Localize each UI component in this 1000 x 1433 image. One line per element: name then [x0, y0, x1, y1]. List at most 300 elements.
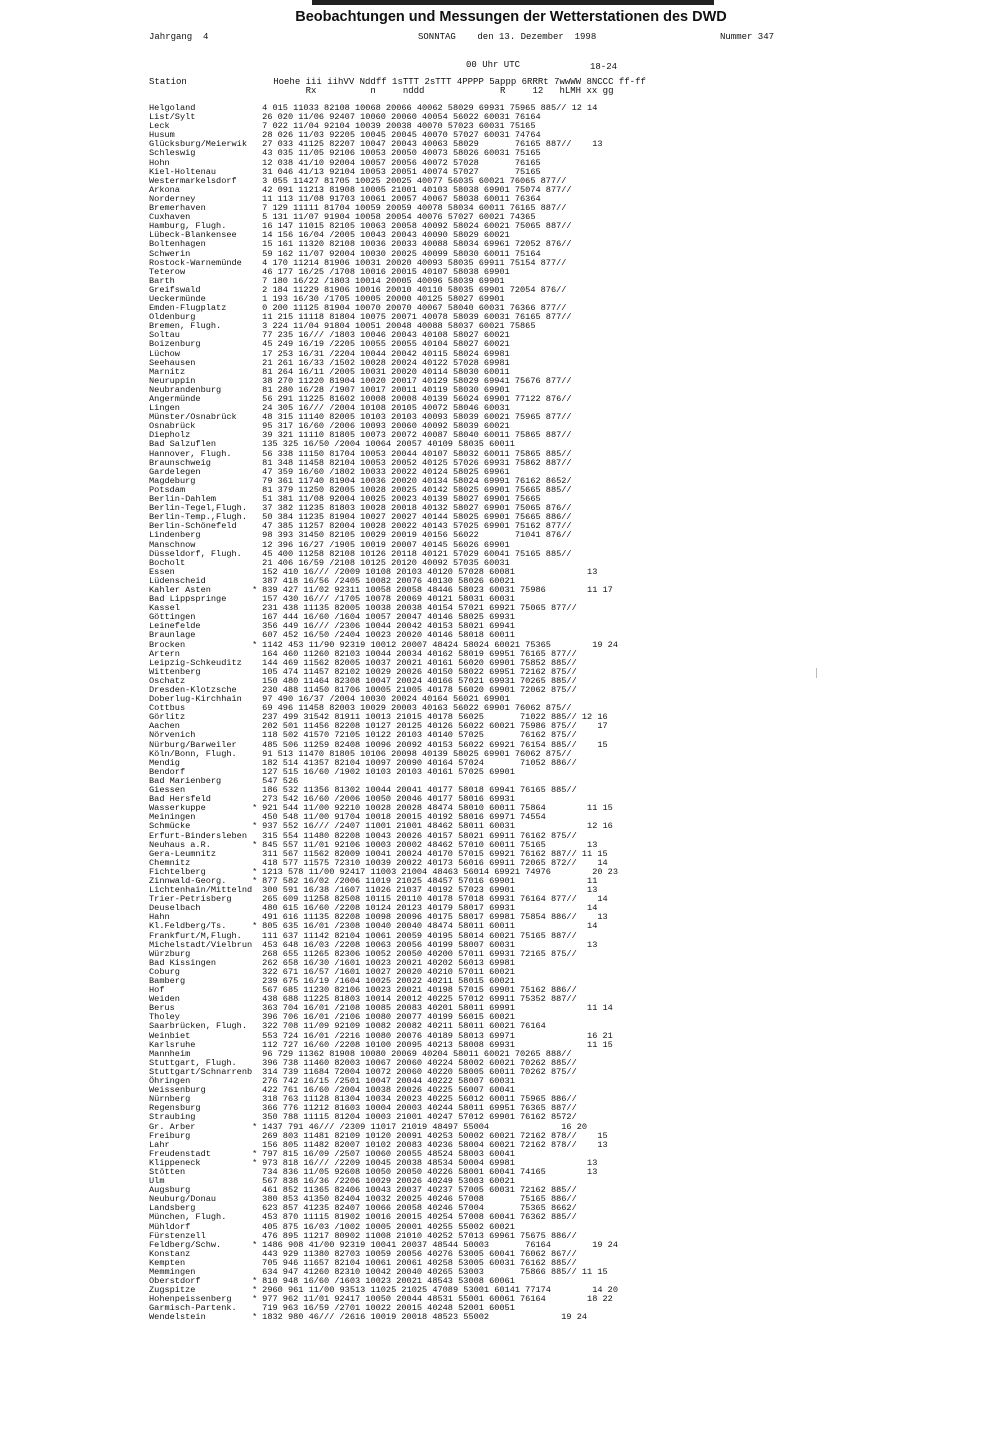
station-values: 98 393 31450 82105 10029 20019 40156 56022 71041 876//	[262, 530, 572, 541]
station-values: 734 836 11/05 92608 10050 20050 40226 58001 60041 74165 13	[262, 1166, 598, 1177]
station-name: Landsberg	[149, 1203, 196, 1214]
station-values: 443 929 11380 82703 10059 20056 40276 53005 60041 76062 867//	[262, 1248, 577, 1259]
station-name: Neubrandenburg	[149, 384, 222, 395]
station-marker	[252, 104, 262, 113]
station-name: Lüdenscheid	[149, 575, 206, 586]
station-name: Soltau	[149, 330, 180, 341]
station-values: 322 708 11/09 92109 10082 20082 40211 58011 60021 76164	[262, 1021, 546, 1032]
station-values: 418 577 11575 72310 10039 20022 40173 56016 69911 72065 872// 14	[262, 857, 608, 868]
station-values: 273 542 16/60 /2006 10050 20046 40177 58016 69931	[262, 794, 515, 805]
station-name: Kempten	[149, 1257, 186, 1268]
station-values: 0 200 11125 81904 10070 20070 40067 58040 60031 76366 877//	[262, 303, 567, 314]
station-values: 265 609 11258 82508 10115 20110 40178 57018 69931 76164 877// 14	[262, 894, 608, 905]
station-values: 1213 578 11/00 92417 11003 21004 48463 56014 69921 74976 20 23	[262, 866, 618, 877]
station-marker	[252, 650, 262, 659]
station-values: 634 947 41260 82310 10042 20040 40265 53003 75866 885// 11 15	[262, 1267, 608, 1277]
station-values: 81 280 16/28 /1907 10017 20011 40119 58030 69901	[262, 384, 510, 395]
station-name: Coburg	[149, 966, 180, 977]
station-marker	[252, 222, 262, 231]
station-name: Magdeburg	[149, 475, 196, 486]
station-marker	[252, 304, 262, 313]
station-marker	[252, 604, 262, 613]
station-name: Barth	[149, 275, 175, 286]
station-name: Zinnwald-Georg.	[149, 875, 227, 886]
station-name: Wittenberg	[149, 666, 201, 677]
station-name: Freiburg	[149, 1130, 191, 1141]
station-marker	[252, 1077, 262, 1086]
station-values: 15 161 11320 82108 10036 20033 40088 58034 69961 72052 876//	[262, 239, 572, 250]
station-marker	[252, 1032, 262, 1041]
station-values: 4 170 11214 81906 10031 20020 40093 58035 69911 75154 877//	[262, 257, 567, 268]
station-row	[149, 1313, 662, 1322]
station-values: 12 038 41/10 92004 10057 20056 40072 57028 76165	[262, 157, 541, 168]
station-name: Stuttgart, Flugh.	[149, 1057, 237, 1068]
station-marker	[252, 1168, 262, 1177]
station-values: 2 184 11229 81906 10016 20010 40110 58035 69901 72054 876//	[262, 284, 567, 295]
station-marker	[252, 559, 262, 568]
station-values: 3 224 11/04 91804 10051 20048 40088 58037 60021 75865	[262, 321, 536, 332]
station-values: 111 637 11142 82104 10061 20059 40195 58014 60021 75165 887//	[262, 930, 577, 941]
station-name: Bamberg	[149, 976, 186, 986]
station-values: 719 963 16/59 /2701 10022 20015 40248 52001 60051	[262, 1303, 515, 1314]
station-values: 46 177 16/25 /1708 10016 20015 40107 58038 69901	[262, 266, 510, 277]
station-values: 480 615 16/60 /2208 10124 20123 40179 58017 69931 14	[262, 903, 598, 914]
station-name: Hahn	[149, 912, 170, 923]
station-name: Chemnitz	[149, 857, 191, 868]
station-marker	[252, 213, 262, 222]
station-name: Wasserkuppe	[149, 803, 206, 814]
issue-number: Nummer 347	[720, 32, 775, 42]
station-name: Bad Lippspringe	[149, 594, 227, 605]
station-name: Meiningen	[149, 812, 196, 823]
station-name: Neuruppin	[149, 375, 196, 386]
station-marker	[252, 1068, 262, 1077]
station-name: Neuburg/Donau	[149, 1194, 217, 1205]
station-name: Mendig	[149, 757, 180, 768]
station-name: List/Sylt	[149, 112, 196, 123]
station-name: Düsseldorf, Flugh.	[149, 548, 242, 559]
station-marker	[252, 759, 262, 768]
station-values: 363 704 16/01 /2108 10085 20083 40201 58011 69991 11 14	[262, 1003, 613, 1014]
station-values: 152 410 16/// /2009 10108 20103 40120 57028 60081 13	[262, 566, 598, 577]
station-marker	[252, 1177, 262, 1186]
station-marker	[252, 1250, 262, 1259]
station-marker	[252, 386, 262, 395]
station-values: 805 635 16/01 /2308 10040 20040 48474 58011 60011 14	[262, 921, 598, 932]
station-marker	[252, 541, 262, 550]
station-marker	[252, 513, 262, 522]
station-values: 405 875 16/03 /1002 10005 20001 40255 55002 60021	[262, 1221, 515, 1232]
station-values: 59 162 11/07 92004 10030 20025 40099 58030 60011 75164	[262, 248, 541, 259]
station-marker	[252, 377, 262, 386]
station-values: 877 582 16/02 /2006 11019 21025 48457 57016 69901 11	[262, 875, 598, 886]
station-values: 491 616 11135 82208 10098 20096 40175 58017 69981 75854 886// 13	[262, 912, 608, 923]
station-name: Wendelstein	[149, 1312, 206, 1323]
station-name: Potsdam	[149, 484, 186, 495]
station-marker	[252, 350, 262, 359]
station-marker	[252, 404, 262, 413]
station-name: Emden-Flugplatz	[149, 303, 227, 314]
station-name: Braunschweig	[149, 457, 211, 468]
station-values: 27 033 41125 82207 10047 20043 40063 58029 76165 887// 13	[262, 139, 603, 150]
station-name: Helgoland	[149, 103, 196, 113]
station-marker	[252, 613, 262, 622]
station-name: Lichtenhain/Mittelnd	[149, 885, 253, 896]
station-name: Husum	[149, 130, 175, 141]
station-name: Bremerhaven	[149, 203, 206, 214]
station-values: 450 548 11/00 91704 10018 20015 40192 58016 69971 74554	[262, 812, 546, 823]
station-marker	[252, 295, 262, 304]
station-marker	[252, 786, 262, 795]
station-values: 31 046 41/13 92104 10053 20051 40074 57027 75165	[262, 166, 541, 177]
station-marker	[252, 504, 262, 513]
station-marker	[252, 522, 262, 531]
station-marker	[252, 695, 262, 704]
station-marker	[252, 932, 262, 941]
station-marker	[252, 959, 262, 968]
station-values: 1437 791 46/// /2309 11017 21019 48497 55004 16 20	[262, 1121, 588, 1132]
station-values: 705 946 11657 82104 10061 20061 40258 53005 60031 76162 885//	[262, 1257, 577, 1268]
station-name: Bocholt	[149, 557, 186, 568]
station-marker	[252, 1041, 262, 1050]
station-name: Rostock-Warnemünde	[149, 257, 242, 268]
station-name: Lindenberg	[149, 530, 201, 541]
station-values: 164 460 11260 82103 10044 20034 40162 58019 69951 76165 877//	[262, 648, 577, 659]
station-marker	[252, 359, 262, 368]
column-header-line2: Rx n nddd R 12 hLMH xx gg	[149, 86, 614, 96]
station-values: 623 857 41235 82407 10066 20058 40246 57004 75365 8662/	[262, 1203, 577, 1214]
station-values: 202 501 11456 82208 10127 20125 40126 56022 60021 75986 875// 17	[262, 721, 608, 732]
station-name: Münster/Osnabrück	[149, 412, 237, 423]
station-values: 461 852 11365 82406 10043 20037 40237 57005 60031 72162 885//	[262, 1185, 577, 1196]
station-marker	[252, 313, 262, 322]
station-values: 2960 961 11/00 93513 11025 21025 47089 53001 60141 77174 14 20	[262, 1285, 618, 1296]
station-name: Doberlug-Kirchhain	[149, 694, 242, 705]
station-name: Giessen	[149, 785, 186, 796]
station-marker	[252, 750, 262, 759]
station-values: 318 763 11128 81304 10034 20023 40225 56012 60011 75965 886//	[262, 1094, 577, 1105]
station-name: Kahler Asten	[149, 584, 211, 595]
station-marker	[252, 659, 262, 668]
station-marker	[252, 1004, 262, 1013]
station-values: 422 761 16/60 /2004 10038 20026 40225 56007 60041	[262, 1085, 515, 1096]
station-marker: *	[252, 921, 258, 932]
station-values: 356 449 16/// /2306 10044 20042 40153 58021 69941	[262, 621, 515, 632]
station-values: 39 321 11110 81805 10073 20072 40087 58040 60011 75865 887//	[262, 430, 572, 441]
time-header-2: 18-24	[590, 62, 618, 72]
station-values: 81 379 11250 82005 10028 20025 40142 58025 69901 75665 885//	[262, 484, 572, 495]
station-name: Artern	[149, 648, 180, 659]
station-values: 16 147 11015 82105 10063 20058 40092 58024 60021 75065 887//	[262, 221, 572, 232]
station-name: Teterow	[149, 266, 186, 277]
station-values: 1486 908 41/00 92319 10041 20037 48544 50003 76164 19 24	[262, 1239, 618, 1250]
station-values: 3 055 11427 81705 10025 20025 40077 56035 60021 76065 877//	[262, 175, 567, 186]
station-values: 387 418 16/56 /2405 10082 20076 40130 58026 60021	[262, 575, 515, 586]
station-name: Bad Hersfeld	[149, 794, 211, 805]
station-marker: *	[252, 1312, 258, 1323]
station-values: 311 567 11562 82009 10041 20024 40170 57015 69921 76162 887// 11 15	[262, 848, 608, 859]
station-marker	[252, 977, 262, 986]
station-values: 476 895 11217 80902 11008 21010 40252 57013 69961 75675 886//	[262, 1230, 577, 1241]
station-name: Leinefelde	[149, 621, 201, 632]
station-marker	[252, 495, 262, 504]
station-marker	[252, 768, 262, 777]
station-values: 45 400 11258 82108 10126 20118 40121 57029 60041 75165 885//	[262, 548, 572, 559]
station-marker	[252, 895, 262, 904]
station-name: Kiel-Holtenau	[149, 166, 217, 177]
margin-mark	[816, 668, 823, 678]
station-marker	[252, 186, 262, 195]
station-values: 485 506 11259 82408 10096 20092 40153 56022 69921 76154 885// 15	[262, 739, 608, 750]
station-marker	[252, 677, 262, 686]
station-name: Brocken	[149, 639, 186, 650]
station-values: 47 359 16/60 /1802 10033 20022 40124 58025 69961	[262, 466, 510, 477]
station-values: 5 131 11/07 91904 10058 20054 40076 57027 60021 74365	[262, 212, 536, 223]
station-marker	[252, 668, 262, 677]
station-values: 14 156 16/04 /2005 10043 20043 40090 58029 60021	[262, 230, 510, 241]
station-values: 150 480 11464 82308 10047 20024 40166 57021 69931 70265 885//	[262, 675, 577, 686]
station-marker	[252, 995, 262, 1004]
station-name: Braunlage	[149, 630, 196, 641]
station-marker: *	[252, 1121, 258, 1132]
station-values: 50 384 11235 81904 10027 20027 40144 58025 69901 75665 886//	[262, 512, 572, 523]
station-values: 262 658 16/30 /1601 10023 20021 40202 56013 69981	[262, 957, 515, 968]
station-marker	[252, 231, 262, 240]
station-values: 547 526	[262, 775, 299, 786]
station-marker	[252, 941, 262, 950]
station-values: 182 514 41357 82104 10097 20090 40164 57024 71052 886//	[262, 757, 577, 768]
station-name: Neuhaus a.R.	[149, 839, 211, 850]
station-values: 453 870 11115 81902 10016 20015 40254 57008 60041 76362 885//	[262, 1212, 577, 1223]
station-name: Hohenpeissenberg	[149, 1294, 232, 1305]
station-values: 96 729 11362 81908 10080 20069 40204 58011 60021 70265 888//	[262, 1048, 572, 1059]
station-name: Aachen	[149, 721, 180, 732]
station-name: Tholey	[149, 1012, 180, 1023]
station-values: 4 015 11033 82108 10068 20066 40062 58029 69931 75965 885// 12 14	[262, 103, 598, 113]
station-values: 95 317 16/60 /2006 10093 20060 40092 58039 60021	[262, 421, 510, 432]
time-header: 00 Uhr UTC	[466, 60, 521, 70]
station-marker	[252, 250, 262, 259]
station-table	[149, 104, 662, 1323]
station-name: Hof	[149, 985, 165, 996]
station-values: 268 655 11265 82306 10052 20050 40200 57011 69931 72165 875//	[262, 948, 577, 959]
station-values: 156 805 11482 82007 10102 20083 40236 58004 60021 72162 878// 13	[262, 1139, 608, 1150]
station-name: Angermünde	[149, 394, 201, 404]
jahrgang-label: Jahrgang 4	[149, 32, 209, 42]
station-name: Berlin-Tegel,Flugh.	[149, 503, 247, 514]
station-name: Hamburg, Flugh.	[149, 221, 227, 232]
station-marker	[252, 113, 262, 122]
station-name: Köln/Bonn, Flugh.	[149, 748, 237, 759]
station-name: Memmingen	[149, 1267, 196, 1277]
station-name: Ueckermünde	[149, 293, 206, 304]
station-name: Lübeck-Blankensee	[149, 230, 237, 241]
station-marker: *	[252, 1276, 258, 1287]
station-name: Arkona	[149, 184, 180, 195]
station-marker	[252, 195, 262, 204]
station-values: 810 948 16/60 /1603 10023 20021 48543 53008 60061	[262, 1276, 515, 1287]
station-name: Lüchow	[149, 348, 180, 359]
station-marker	[252, 1132, 262, 1141]
station-name: Hannover, Flugh.	[149, 448, 232, 459]
station-marker	[252, 168, 262, 177]
station-marker	[252, 331, 262, 340]
station-values: 607 452 16/50 /2404 10023 20020 40146 58018 60011	[262, 630, 515, 641]
station-values: 81 348 11458 82104 10053 20052 40125 57026 69931 75862 887//	[262, 457, 572, 468]
station-marker	[252, 622, 262, 631]
station-name: Boizenburg	[149, 339, 201, 350]
station-values: 21 406 16/59 /2108 10125 20120 40092 57035 60031	[262, 557, 510, 568]
station-name: Greifswald	[149, 284, 201, 295]
station-marker	[252, 177, 262, 186]
station-name: Göttingen	[149, 612, 196, 623]
station-marker	[252, 531, 262, 540]
station-values: 230 488 11450 81706 10005 21005 40178 56020 69901 72062 875//	[262, 685, 577, 695]
station-marker	[252, 122, 262, 131]
station-marker: *	[252, 584, 258, 595]
station-name: Oldenburg	[149, 312, 196, 323]
station-name: Zugspitze	[149, 1285, 196, 1296]
station-marker	[252, 568, 262, 577]
station-values: 81 264 16/11 /2005 10031 20020 40114 58030 60011	[262, 366, 510, 377]
station-values: 43 035 11/05 92106 10053 20050 40073 58026 60031 75165	[262, 148, 541, 159]
station-values: 300 591 16/38 /1607 11026 21037 40192 57023 69901 13	[262, 885, 598, 896]
station-values: 69 496 11458 82003 10029 20003 40163 56022 69901 76062 875//	[262, 703, 572, 714]
station-marker	[252, 1022, 262, 1031]
station-marker	[252, 422, 262, 431]
station-name: Augsburg	[149, 1185, 191, 1196]
station-name: Karlsruhe	[149, 1039, 196, 1050]
station-values: 186 532 11356 81302 10044 20041 40177 58018 69941 76165 885//	[262, 785, 577, 796]
station-name: Öhringen	[149, 1076, 191, 1087]
station-values: 7 129 11111 81704 10059 20059 40078 58034 60011 76165 887//	[262, 203, 567, 214]
station-values: 42 091 11213 81908 10005 21001 40103 58038 69901 75074 877//	[262, 184, 572, 195]
station-marker	[252, 550, 262, 559]
station-name: Fichtelberg	[149, 866, 206, 877]
station-name: Straubing	[149, 1112, 196, 1123]
station-marker: *	[252, 1239, 258, 1250]
station-name: Trier-Petrisberg	[149, 894, 232, 905]
station-name: Berlin-Schönefeld	[149, 521, 237, 532]
station-marker	[252, 886, 262, 895]
station-values: 11 113 11/08 91703 10061 20057 40067 58038 60011 76364	[262, 193, 541, 204]
station-marker	[252, 149, 262, 158]
station-values: 77 235 16/// /1803 10046 20043 40108 58027 60021	[262, 330, 510, 341]
station-name: Leipzig-Schkeuditz	[149, 657, 242, 668]
station-values: 314 739 11684 72004 10072 20060 40220 58005 60011 70262 875//	[262, 1066, 577, 1077]
station-marker	[252, 722, 262, 731]
station-values: 396 706 16/01 /2106 10080 20077 40199 56015 60021	[262, 1012, 515, 1023]
station-values: 322 671 16/57 /1601 10027 20020 40210 57011 60021	[262, 966, 515, 977]
station-values: 276 742 16/15 /2501 10047 20044 40222 58007 60031	[262, 1076, 515, 1087]
station-values: 91 513 11470 81805 10106 20098 40139 58025 69901 76062 875//	[262, 748, 572, 759]
station-marker: *	[252, 1285, 258, 1296]
station-values: 135 325 16/50 /2004 10064 20057 40109 58035 60011	[262, 439, 515, 450]
station-values: 157 430 16/// /1705 10078 20069 40121 58031 60031	[262, 594, 515, 605]
station-marker	[252, 1050, 262, 1059]
station-name: Weissenburg	[149, 1085, 206, 1096]
station-values: 11 215 11118 81804 10075 20071 40078 58039 60031 76165 877//	[262, 312, 572, 323]
station-marker: *	[252, 839, 258, 850]
station-values: 12 396 16/27 /1905 10019 20007 40145 56026 69901	[262, 539, 510, 550]
station-marker	[252, 477, 262, 486]
station-name: Lahr	[149, 1139, 170, 1150]
station-name: Schwerin	[149, 248, 191, 259]
station-name: Bad Kissingen	[149, 957, 217, 968]
station-values: 239 675 16/19 /1604 10025 20022 40211 58015 60021	[262, 976, 515, 986]
station-marker	[252, 240, 262, 249]
station-name: Bremen, Flugh.	[149, 321, 222, 332]
station-name: Oberstdorf	[149, 1276, 201, 1287]
station-marker	[252, 259, 262, 268]
station-marker	[252, 322, 262, 331]
station-name: Westermarkelsdorf	[149, 175, 237, 186]
station-name: Schleswig	[149, 148, 196, 159]
station-name: Leck	[149, 121, 170, 132]
station-marker	[252, 468, 262, 477]
station-values: 7 022 11/04 92104 10039 20038 40070 57023 60031 75165	[262, 121, 536, 132]
station-name: Erfurt-Bindersleben	[149, 830, 247, 841]
station-name: Dresden-Klotzsche	[149, 685, 237, 695]
station-marker	[252, 395, 262, 404]
station-name: Manschnow	[149, 539, 196, 550]
station-marker	[252, 450, 262, 459]
station-values: 438 688 11225 81803 10014 20012 40225 57012 69911 75352 887//	[262, 994, 577, 1005]
station-marker	[252, 159, 262, 168]
station-marker	[252, 686, 262, 695]
station-marker	[252, 741, 262, 750]
station-marker	[252, 1195, 262, 1204]
station-marker	[252, 1186, 262, 1195]
station-marker	[252, 440, 262, 449]
station-values: 26 020 11/06 92407 10060 20060 40054 56022 60031 76164	[262, 112, 541, 123]
station-name: Cuxhaven	[149, 212, 191, 223]
station-name: Ulm	[149, 1176, 165, 1187]
station-name: Seehausen	[149, 357, 196, 368]
station-values: 105 474 11457 82102 10029 20026 40150 58022 69951 72162 875//	[262, 666, 577, 677]
station-name: München, Flugh.	[149, 1212, 227, 1223]
station-values: 118 502 41570 72105 10122 20103 40140 57025 76162 875//	[262, 730, 577, 741]
station-name: Regensburg	[149, 1103, 201, 1114]
station-values: 380 853 41350 82404 10032 20025 40246 57008 75165 886//	[262, 1194, 577, 1205]
station-name: Hohn	[149, 157, 170, 168]
station-values: 48 315 11140 82005 10103 20103 40093 58039 60021 75965 877//	[262, 412, 572, 423]
station-marker	[252, 1204, 262, 1213]
station-name: Osnabrück	[149, 421, 196, 432]
station-values: 977 962 11/01 92417 10050 20044 48531 55001 60061 76164 18 22	[262, 1294, 613, 1305]
station-values: 1 193 16/30 /1705 10005 20000 40125 58027 69901	[262, 293, 505, 304]
station-name: Deuselbach	[149, 903, 201, 914]
station-name: Bendorf	[149, 766, 186, 777]
station-marker: *	[252, 875, 258, 886]
station-name: Fürstenzell	[149, 1230, 206, 1241]
station-values: 56 291 11225 81602 10008 20008 40139 56024 69901 77122 876//	[262, 394, 572, 404]
station-marker: *	[252, 639, 258, 650]
station-marker: *	[252, 803, 258, 814]
station-name: Berus	[149, 1003, 175, 1014]
station-values: 144 469 11562 82005 10037 20021 40161 56020 69901 75852 885//	[262, 657, 577, 668]
station-name: Essen	[149, 566, 175, 577]
masthead-rule	[312, 0, 714, 5]
station-values: 28 026 11/03 92205 10045 20045 40070 57027 60031 74764	[262, 130, 541, 141]
station-name: Gardelegen	[149, 466, 201, 477]
station-values: 553 724 16/01 /2216 10080 20076 40189 58013 69971 16 21	[262, 1030, 613, 1041]
station-values: 7 180 16/22 /1803 10014 20005 40096 58039 69901	[262, 275, 505, 286]
station-values: 51 381 11/08 92004 10025 20023 40139 58027 69901 75665	[262, 494, 541, 505]
station-values: 315 554 11480 82208 10043 20026 40157 58021 69911 76162 875//	[262, 830, 577, 841]
station-marker	[252, 204, 262, 213]
station-name: Nörvenich	[149, 730, 196, 741]
